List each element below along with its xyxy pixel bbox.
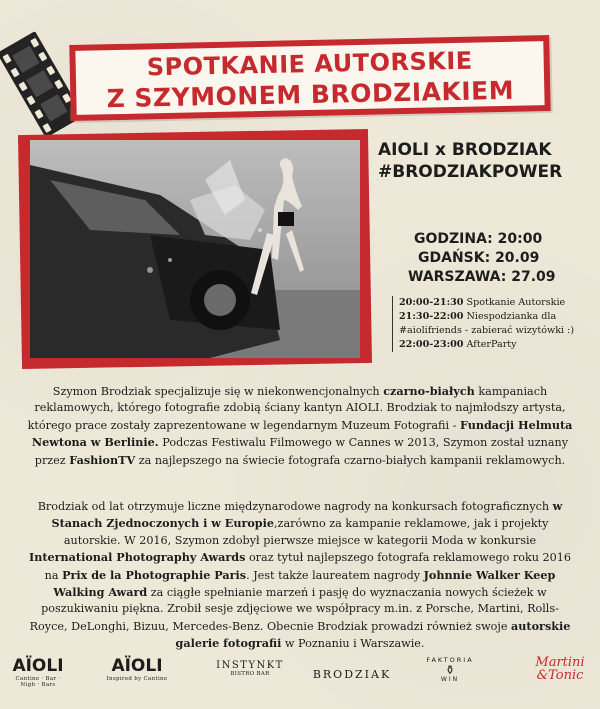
bold-phrase: Prix de la Photographie Paris: [62, 567, 247, 582]
text-run: ,zarówno za kampanie reklamowe, jak i projekty autorskie. W 2016, Szymon zdobył pierwsze miejsce w kategorii Moda w konkursie: [63, 517, 549, 547]
logo-aioli-inspired: AÏOLI Inspired by Cantine: [106, 656, 168, 682]
bio-paragraph-1: [26, 383, 574, 469]
bio-paragraph-2: [26, 498, 574, 653]
schedule-item-3: 22:00-23:00 AfterParty: [399, 339, 517, 350]
bold-phrase: Johnnie Walker Keep Walking Award: [53, 567, 556, 600]
event-times: [408, 230, 594, 287]
bold-phrase: International Photography Awards: [28, 550, 246, 565]
sponsor-logos: [0, 656, 600, 706]
logo-instynkt: INSTYNKT BISTRO BAR: [216, 660, 284, 677]
title-banner: [69, 35, 550, 121]
event-hashtag: #BRODZIAKPOWER: [378, 162, 563, 182]
text-run: oraz tytuł najlepszego fotografa reklamowego roku 2016 na: [44, 551, 572, 582]
bold-phrase: czarno-białych: [383, 384, 475, 398]
text-run: . Jest także laureatem nagrody: [246, 568, 424, 582]
text-run: za ciągłe spełnianie marzeń i pasję do wyznaczania nowych ścieżek w poszukiwaniu piękna. Zrobił sesje zdjęciowe we współpracy m.in. z Porsche, Martini, Rolls-Royce, DeLonghi, Bizuu, Mercedes-Benz. Obecnie Brodziak prowadzi również swoje: [29, 586, 559, 633]
logo-faktoria-win: FAKTORIA ⚱ WIN: [426, 656, 474, 683]
logo-aioli-cantine: AÏOLI Cantine · Bar · Nigh · Bars: [12, 656, 64, 688]
bold-phrase: Fundacji Helmuta Newtona w Berlinie.: [31, 417, 573, 450]
text-run: Szymon Brodziak specjalizuje się w niekonwencjonalnych: [52, 385, 384, 398]
text-run: Podczas Festiwalu Filmowego w Cannes w 2013, Szymon został uznany przez: [34, 436, 569, 467]
logo-brodziak: BRODZIAK: [312, 668, 392, 681]
banner-title-line2: Z SZYMONEM BRODZIAKIEM: [106, 75, 515, 114]
bold-phrase: FashionTV: [69, 452, 136, 467]
bold-phrase: autorskie galerie fotografii: [175, 618, 571, 651]
car-crash-photo: [30, 140, 360, 358]
text-run: w Poznaniu i Warszawie.: [281, 637, 425, 651]
event-title-tag: AIOLI x BRODZIAK: [378, 140, 552, 160]
banner-title-line1: SPOTKANIE AUTORSKIE: [146, 46, 473, 82]
time-godzina: GODZINA: 20:00: [414, 231, 543, 247]
text-run: za najlepszego na świecie fotografa czarno-białych kampanii reklamowych.: [135, 453, 566, 467]
schedule-item-1: 20:00-21:30 Spotkanie Autorskie: [399, 297, 566, 308]
date-gdansk: GDAŃSK: 20.09: [418, 250, 540, 266]
event-schedule: [392, 296, 600, 352]
bold-phrase: w Stanach Zjednoczonych i w Europie: [51, 499, 563, 531]
text-run: Brodziak od lat otrzymuje liczne międzynarodowe nagrody na konkursach fotograficznych: [37, 500, 553, 513]
date-warszawa: WARSZAWA: 27.09: [408, 269, 556, 285]
text-run: kampaniach reklamowych, którego fotografie zdobią ściany kantyn AIOLI. Brodziak to najmłodszy artysta, którego prace zostały zaprezentowane w legendarnym Muzeum Fotografii -: [27, 385, 566, 432]
event-hashtags: [378, 140, 594, 182]
logo-martini-tonic: Martini &Tonic: [535, 655, 585, 683]
schedule-item-2: 21:30-22:00 Niespodzianka dla #aiolifriends - zabierać wizytówki :): [399, 311, 575, 336]
